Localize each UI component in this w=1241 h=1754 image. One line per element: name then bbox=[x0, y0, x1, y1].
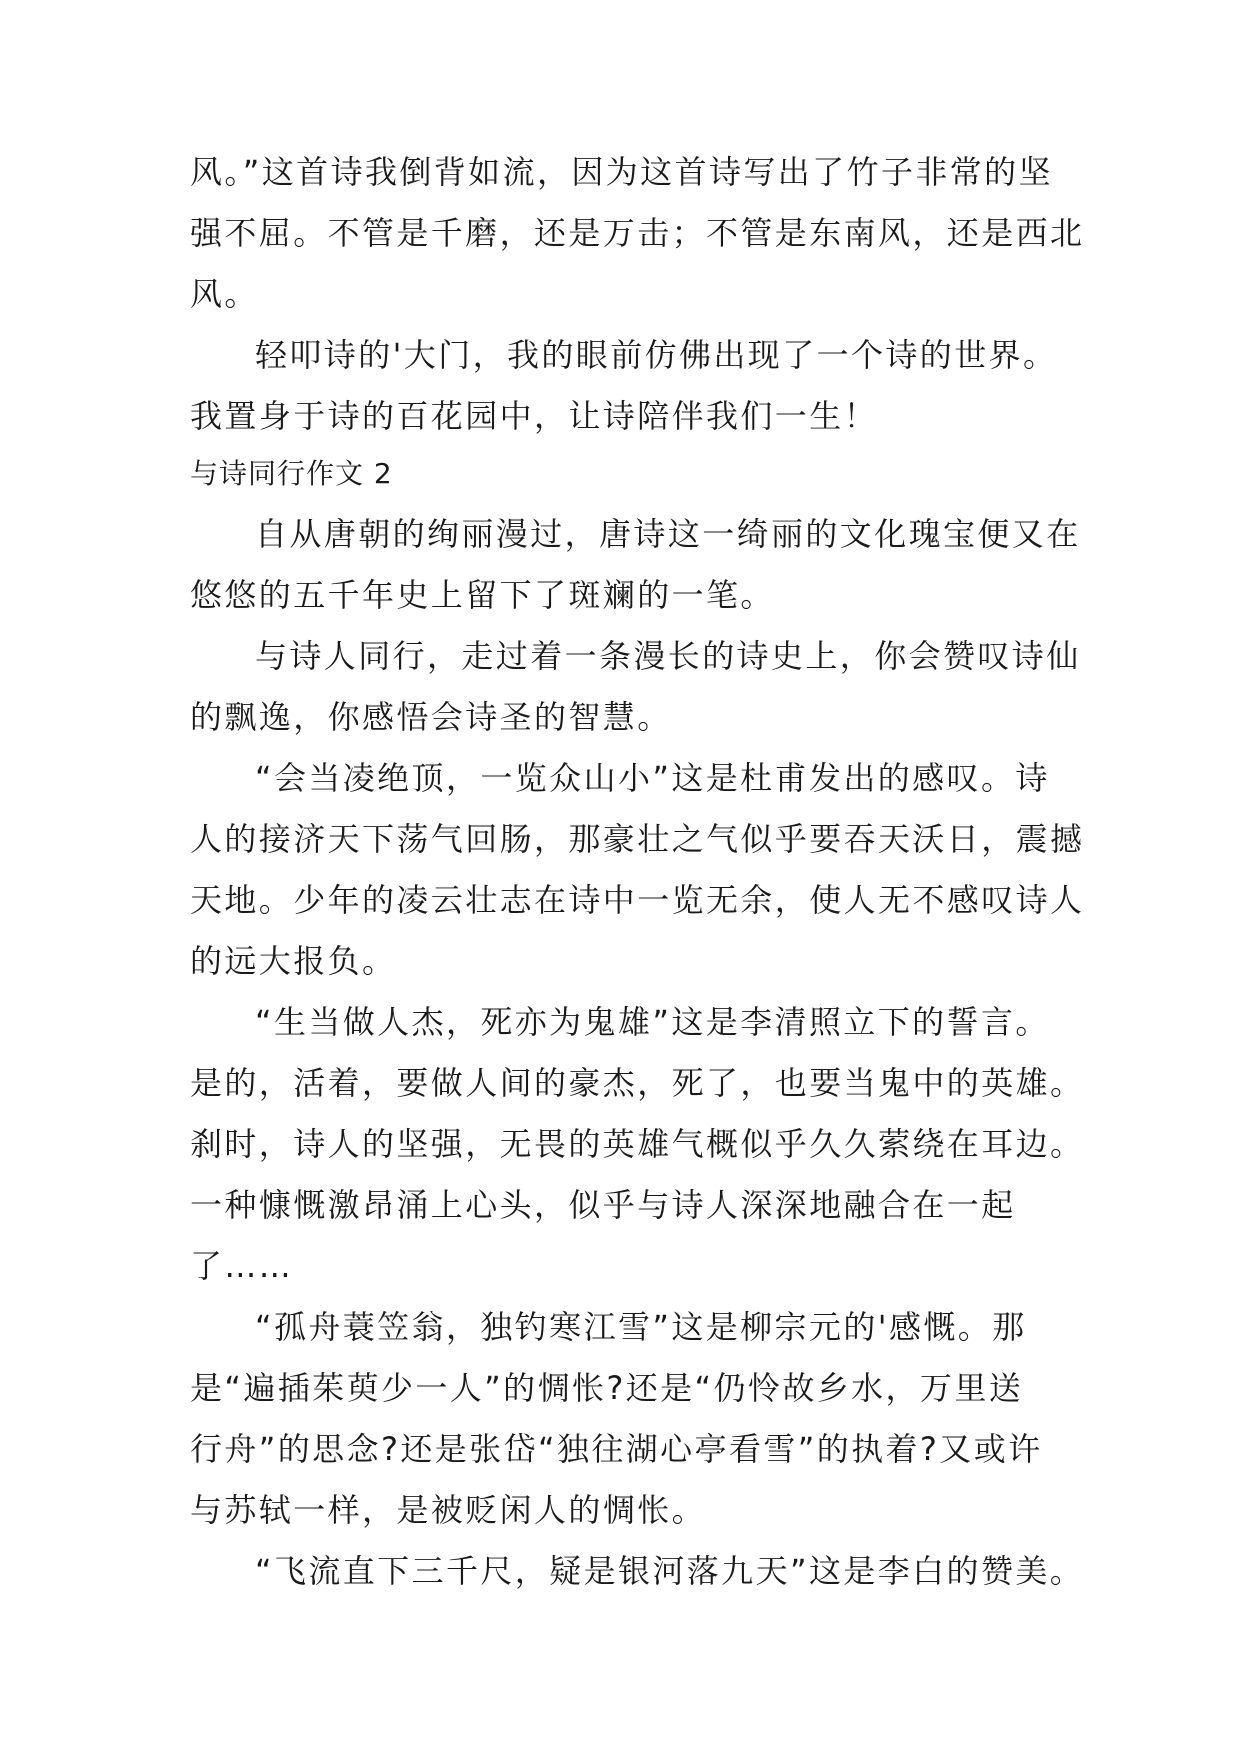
paragraph-first-line: “孤舟蓑笠翁，独钓寒江雪”这是柳宗元的'感慨。那 bbox=[255, 1308, 1027, 1346]
text-line: 风。 bbox=[190, 275, 259, 313]
text-line: 一种慷慨激昂涌上心头，似乎与诗人深深地融合在一起 bbox=[190, 1186, 1016, 1224]
paragraph-first-line: 与诗人同行，走过着一条漫长的诗史上，你会赞叹诗仙 bbox=[255, 637, 1081, 675]
paragraph-first-line: “飞流直下三千尺，疑是银河落九天”这是李白的赞美。 bbox=[255, 1552, 1085, 1590]
text-line: 风。”这首诗我倒背如流，因为这首诗写出了竹子非常的坚 bbox=[190, 153, 1053, 191]
section-heading: 与诗同行作文 2 bbox=[190, 457, 393, 490]
paragraph-first-line: “会当凌绝顶，一览众山小”这是杜甫发出的感叹。诗 bbox=[255, 759, 1050, 797]
text-line: 是“遍插茱萸少一人”的惆怅?还是“仍怜故乡水，万里送 bbox=[190, 1369, 1024, 1407]
paragraph-first-line: 轻叩诗的'大门，我的眼前仿佛出现了一个诗的世界。 bbox=[255, 336, 1058, 374]
text-line: 的飘逸，你感悟会诗圣的智慧。 bbox=[190, 698, 672, 736]
text-line: 了…… bbox=[190, 1247, 294, 1285]
text-line: 人的接济天下荡气回肠，那豪壮之气似乎要吞天沃日，震撼 bbox=[190, 820, 1085, 858]
text-line: 是的，活着，要做人间的豪杰，死了，也要当鬼中的英雄。 bbox=[190, 1064, 1085, 1102]
text-line: 行舟”的思念?还是张岱“独往湖心亭看雪”的执着?又或许 bbox=[190, 1430, 1043, 1468]
text-line: 悠悠的五千年史上留下了斑斓的一笔。 bbox=[190, 576, 775, 614]
text-line: 我置身于诗的百花园中，让诗陪伴我们一生！ bbox=[190, 397, 879, 435]
text-line: 强不屈。不管是千磨，还是万击；不管是东南风，还是西北 bbox=[190, 214, 1085, 252]
text-line: 的远大报负。 bbox=[190, 942, 397, 980]
text-line: 与苏轼一样，是被贬闲人的惆怅。 bbox=[190, 1491, 707, 1529]
paragraph-first-line: “生当做人杰，死亦为鬼雄”这是李清照立下的誓言。 bbox=[255, 1003, 1050, 1041]
text-line: 天地。少年的凌云壮志在诗中一览无余，使人无不感叹诗人 bbox=[190, 881, 1085, 919]
text-line: 刹时，诗人的坚强，无畏的英雄气概似乎久久萦绕在耳边。 bbox=[190, 1125, 1085, 1163]
paragraph-first-line: 自从唐朝的绚丽漫过，唐诗这一绮丽的文化瑰宝便又在 bbox=[255, 515, 1081, 553]
